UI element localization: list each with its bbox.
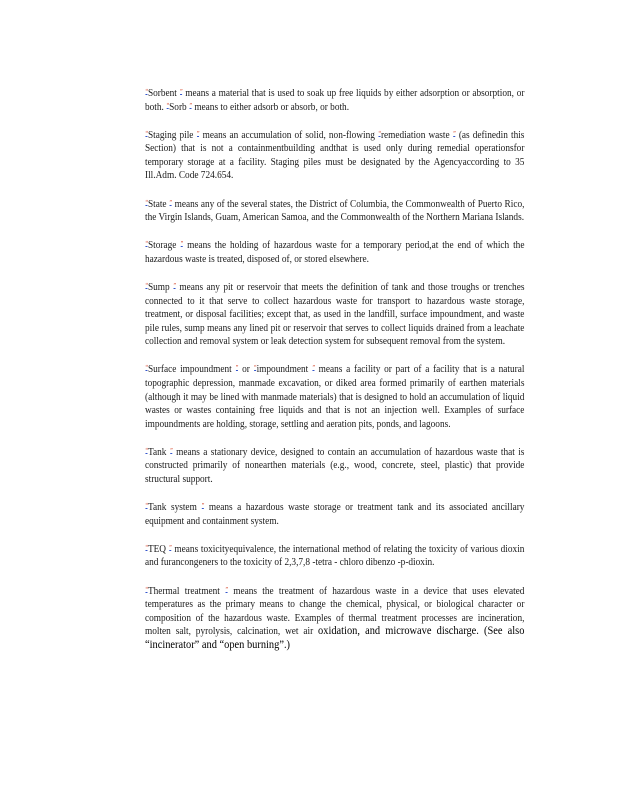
- definition-paragraph: [145, 363, 524, 431]
- definition-paragraph: [145, 585, 524, 653]
- revision-mark: ”: [225, 586, 228, 593]
- definition-paragraph: [145, 281, 524, 349]
- revision-mark: “: [145, 282, 148, 289]
- definition-paragraph: [145, 129, 524, 183]
- revision-mark: “: [145, 89, 148, 95]
- revision-mark: ”: [453, 130, 456, 137]
- definition-text: Sorb: [169, 101, 190, 113]
- revision-mark: ”: [170, 447, 173, 454]
- revision-mark: ”: [173, 282, 176, 289]
- definition-paragraph: [145, 198, 524, 225]
- definition-paragraph: [145, 87, 524, 114]
- definition-text: TEQ: [147, 543, 169, 555]
- revision-mark: “: [145, 503, 148, 510]
- revision-mark: “: [145, 241, 148, 248]
- definition-text: Tank: [147, 446, 170, 458]
- revision-mark: ”: [312, 365, 315, 372]
- revision-mark: “: [145, 447, 148, 454]
- definition-text: means the treatment of hazardous waste in a device that uses elevated temperatures as the primary means to change the chemical, physical, or biological character or composition of the hazardous waste. Examples of thermal treatment processes are incineration, molten salt, pyrolysis, calcination, wet air: [145, 585, 525, 638]
- definition-text: Sorbent: [147, 88, 180, 99]
- revision-mark: “: [166, 102, 169, 109]
- revision-mark: ”: [180, 89, 183, 95]
- definition-text: Tank system: [147, 502, 202, 514]
- revision-mark: ”: [201, 503, 204, 510]
- definition-text: means the holding of hazardous waste for a temporary period,at the end of which the hazardous waste is treated, disposed of, or stored elsewhere.: [145, 240, 525, 265]
- definition-text: remediation waste: [380, 129, 453, 141]
- definition-text: means to either adsorb or absorb, or both.: [191, 101, 350, 113]
- definition-paragraph: [145, 446, 524, 487]
- definition-text: means an accumulation of solid, non-flowing: [199, 129, 378, 141]
- definition-paragraph: [145, 543, 524, 570]
- revision-mark: ”: [189, 102, 192, 109]
- definition-text: means a stationary device, designed to contain an accumulation of hazardous waste that is constructed primarily of nonearthen materials (e.g., wood, concrete, steel, plastic) that provide structural support.: [145, 446, 525, 486]
- definition-text: Thermal treatment: [147, 585, 226, 597]
- revision-mark: ”: [196, 130, 200, 137]
- definition-text: means a hazardous waste storage or treatment tank and its associated ancillary equipment and containment system.: [145, 502, 525, 527]
- definition-text: impoundment: [256, 364, 312, 376]
- definition-paragraph: [145, 239, 524, 266]
- definition-text: Staging pile: [147, 129, 197, 141]
- revision-mark: “: [145, 544, 148, 551]
- definition-text: Storage: [147, 240, 181, 252]
- definition-text: means a facility or part of a facility that is a natural topographic depression, manmade excavation, or diked area formed primarily of earthen materials (although it may be lined with manmade materials) that is designed to hold an accumulation of liquid wastes or wastes containing free liquids and that is not an injection well. Examples of surface impoundments are holding, storage, settling and aeration pits, ponds, and lagoons.: [145, 364, 525, 430]
- revision-mark: ”: [235, 365, 238, 372]
- definition-text: or: [238, 364, 254, 376]
- definition-text: Sump: [147, 281, 174, 293]
- definitions-text-block: [145, 87, 524, 653]
- definition-text: State: [147, 198, 170, 210]
- definition-text: Surface impoundment: [147, 364, 236, 376]
- revision-mark: “: [145, 130, 148, 137]
- definition-text: means a material that is used to soak up free liquids by either adsorption or absorption, or both.: [145, 88, 525, 113]
- definition-text: means any of the several states, the District of Columbia, the Commonwealth of Puerto Rico, the Virgin Islands, Guam, American Samoa, and the Commonwealth of the Northern Mariana Islands.: [145, 198, 525, 224]
- definition-text: (as definedin this Section) that is not a containmentbuilding andthat is used only during remedial operationsfor temporary storage at a facility. Staging piles must be designated by the Agencyaccording to 35 Ill.Adm. Code 724.654.: [145, 129, 525, 182]
- revision-mark: ”: [169, 544, 172, 551]
- definition-paragraph: [145, 501, 524, 528]
- revision-mark: “: [145, 586, 148, 593]
- definition-text: means any pit or reservoir that meets the definition of tank and those troughs or trenches connected to it that serve to collect hazardous waste for transport to hazardous waste storage, treatment, or disposal facilities; except that, as used in the landfill, surface impoundment, and waste pile rules, sump means any lined pit or reservoir that serves to collect liquids drained from a leachate collection and removal system or leak detection system for subsequent removal from the system.: [145, 281, 525, 348]
- revision-mark: ”: [180, 241, 183, 248]
- revision-mark: “: [254, 365, 257, 372]
- definition-text: means toxicityequivalence, the international method of relating the toxicity of various dioxin and furancongeners to the toxicity of 2,3,7,8 -tetra - chloro dibenzo -p-dioxin.: [145, 543, 525, 569]
- revision-mark: ”: [169, 199, 172, 206]
- definition-text: oxidation, and microwave discharge. (See also “incinerator” and “open burning”.): [145, 625, 525, 651]
- revision-mark: “: [145, 199, 148, 206]
- revision-mark: “: [378, 130, 381, 137]
- revision-mark: “: [145, 365, 148, 372]
